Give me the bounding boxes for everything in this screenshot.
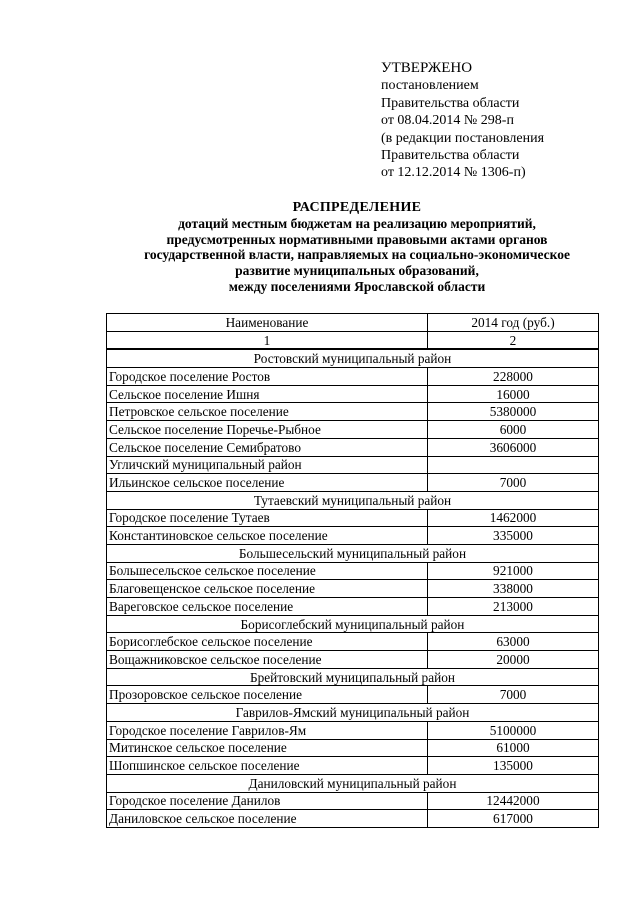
subsidy-amount: 63000 [428,633,599,651]
table-row [107,598,599,616]
document-subtitle-line: развитие муниципальных образований, [235,263,479,279]
settlement-name: Сельское поселение Семибратово [107,438,428,456]
table-row [107,385,599,403]
table-row [107,368,599,386]
settlement-name: Вощажниковское сельское поселение [107,651,428,669]
subsidy-amount: 213000 [428,598,599,616]
document-subtitle-line: между поселениями Ярославской области [228,278,486,294]
document-subtitle-line: государственной власти, направляемых на социально-экономическое [144,247,570,263]
approval-stamp [381,60,544,182]
subsidy-amount: 61000 [428,739,599,757]
settlement-name: Благовещенское сельское поселение [107,580,428,598]
table-row [107,792,599,810]
settlement-name: Шопшинское сельское поселение [107,757,428,775]
district-header-row [107,544,599,562]
approval-line: Правительства области [381,95,520,111]
settlement-name: Сельское поселение Поречье-Рыбное [107,421,428,439]
table-column-numbers-row [107,331,599,349]
subsidy-amount: 6000 [428,421,599,439]
approval-line: (в редакции постановления [381,130,545,146]
table-row [107,474,599,492]
settlement-name: Прозоровское сельское поселение [107,686,428,704]
district-header-row [107,668,599,686]
distribution-table-container [106,313,598,828]
table-row [107,456,599,474]
table-row [107,686,599,704]
subsidy-amount: 617000 [428,810,599,828]
table-body [107,349,599,827]
subsidy-amount [428,456,599,474]
table-row [107,421,599,439]
settlement-name: Городское поселение Данилов [107,792,428,810]
subsidy-amount: 7000 [428,474,599,492]
approval-line: Правительства области [381,148,520,164]
distribution-table [106,313,599,828]
table-row [107,403,599,421]
subsidy-amount: 12442000 [428,792,599,810]
table-row [107,509,599,527]
subsidy-amount: 3606000 [428,438,599,456]
settlement-name: Борисоглебское сельское поселение [107,633,428,651]
subsidy-amount: 921000 [428,562,599,580]
settlement-name: Городское поселение Гаврилов-Ям [107,721,428,739]
settlement-name: Городское поселение Ростов [107,368,428,386]
document-title [100,200,614,295]
table-row [107,438,599,456]
district-name: Ростовский муниципальный район [107,349,599,367]
approval-heading: УТВЕРЖЕНО [381,60,473,76]
settlement-name: Петровское сельское поселение [107,403,428,421]
subsidy-amount: 7000 [428,686,599,704]
settlement-name: Константиновское сельское поселение [107,527,428,545]
district-header-row [107,704,599,722]
district-header-row [107,615,599,633]
district-name: Борисоглебский муниципальный район [107,615,599,633]
district-name: Брейтовский муниципальный район [107,668,599,686]
document-subtitle-line: дотаций местным бюджетам на реализацию мероприятий, [178,215,536,231]
subsidy-amount: 338000 [428,580,599,598]
approval-line: от 12.12.2014 № 1306-п) [381,165,526,181]
subsidy-amount: 1462000 [428,509,599,527]
district-header-row [107,349,599,367]
district-name: Тутаевский муниципальный район [107,491,599,509]
settlement-name: Городское поселение Тутаев [107,509,428,527]
table-row [107,721,599,739]
subsidy-amount: 16000 [428,385,599,403]
subsidy-amount: 20000 [428,651,599,669]
subsidy-amount: 135000 [428,757,599,775]
table-row [107,580,599,598]
table-row [107,527,599,545]
district-name: Даниловский муниципальный район [107,774,599,792]
document-main-title: РАСПРЕДЕЛЕНИЕ [292,200,422,215]
district-name: Гаврилов-Ямский муниципальный район [107,704,599,722]
header-name: Наименование [107,314,428,332]
district-header-row [107,491,599,509]
subsidy-amount: 5100000 [428,721,599,739]
table-header-row [107,314,599,332]
settlement-name: Ильинское сельское поселение [107,474,428,492]
header-year: 2014 год (руб.) [428,314,599,332]
table-row [107,739,599,757]
table-row [107,651,599,669]
approval-line: постановлением [381,78,479,94]
column-number-2: 2 [428,331,599,349]
settlement-name: Большесельское сельское поселение [107,562,428,580]
column-number-1: 1 [107,331,428,349]
district-name: Большесельский муниципальный район [107,544,599,562]
subsidy-amount: 228000 [428,368,599,386]
settlement-name: Угличский муниципальный район [107,456,428,474]
settlement-name: Вареговское сельское поселение [107,598,428,616]
settlement-name: Митинское сельское поселение [107,739,428,757]
document-subtitle-line: предусмотренных нормативными правовыми актами органов [166,231,548,247]
approval-line: от 08.04.2014 № 298-п [381,113,514,129]
table-row [107,757,599,775]
subsidy-amount: 5380000 [428,403,599,421]
settlement-name: Даниловское сельское поселение [107,810,428,828]
table-row [107,810,599,828]
subsidy-amount: 335000 [428,527,599,545]
settlement-name: Сельское поселение Ишня [107,385,428,403]
table-row [107,562,599,580]
district-header-row [107,774,599,792]
table-row [107,633,599,651]
